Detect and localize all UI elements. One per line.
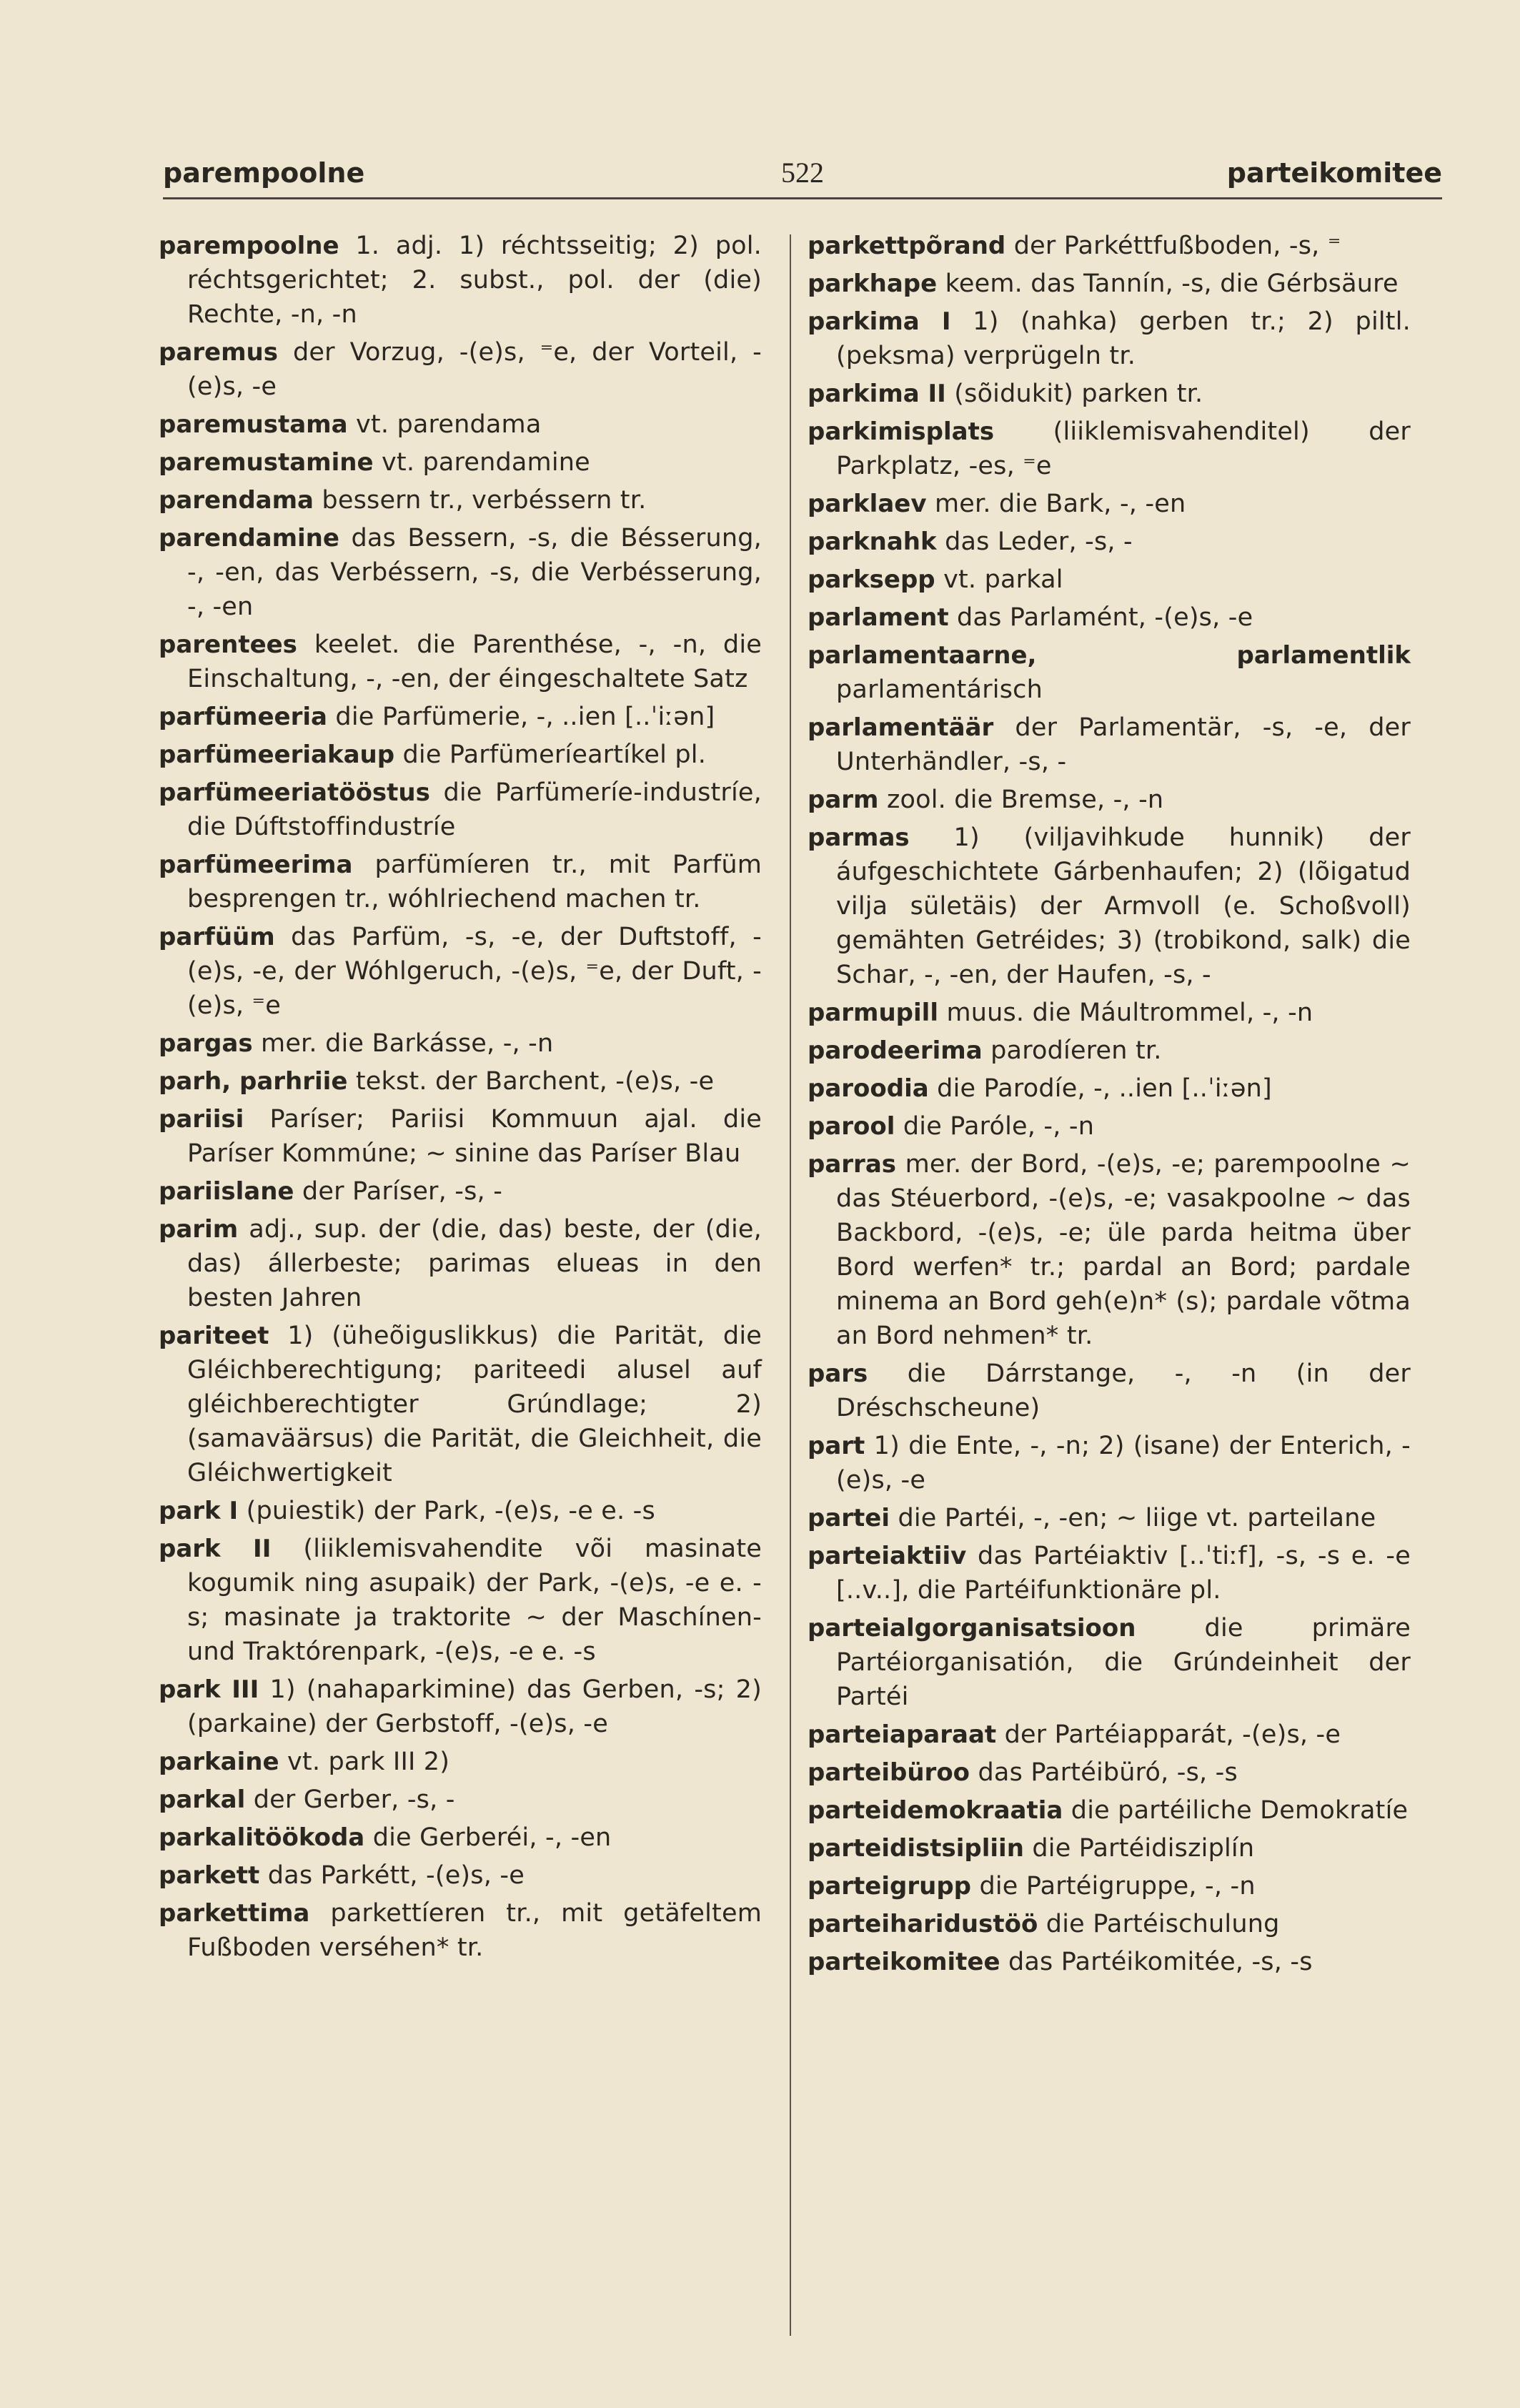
headword: pariislane	[159, 1177, 294, 1206]
definition: bessern tr., verbéssern tr.	[322, 486, 647, 515]
headword: parklaev	[808, 490, 927, 518]
headword: parknahk	[808, 527, 937, 556]
dictionary-entry	[159, 1532, 762, 1669]
dictionary-entry	[159, 229, 762, 332]
dictionary-entry	[808, 1945, 1411, 1979]
dictionary-entry	[159, 1026, 762, 1061]
headword: partei	[808, 1504, 890, 1532]
headword: parim	[159, 1215, 239, 1244]
definition: die Partéi, -, -en; ~ liige vt. parteilane	[898, 1504, 1376, 1532]
dictionary-entry	[808, 1109, 1411, 1144]
definition: die Gerberéi, -, -en	[372, 1823, 612, 1852]
definition: parodíeren tr.	[990, 1036, 1162, 1065]
definition: das Partéibüró, -s, -s	[978, 1758, 1238, 1787]
headword: parteibüroo	[808, 1758, 970, 1787]
headword: pariteet	[159, 1322, 269, 1350]
page-number: 522	[781, 157, 824, 189]
definition: das Parfüm, -s, -e, der Duftstoff, -(e)s, -e, der Wóhlgeruch, -(e)s, ⁼e, der Duft, -(e)s, ⁼e	[187, 923, 762, 1020]
dictionary-entry	[808, 1869, 1411, 1903]
dictionary-entry	[808, 1831, 1411, 1866]
dictionary-entry	[808, 821, 1411, 992]
headword: parkhape	[808, 269, 938, 298]
dictionary-entry	[159, 521, 762, 624]
definition: die Parodíe, -, ..ien [..ˈiːən]	[937, 1074, 1272, 1103]
headword: parkimisplats	[808, 417, 995, 446]
definition: (liiklemisvahenditel) der Parkplatz, -es, ⁼e	[836, 417, 1411, 480]
dictionary-entry	[808, 1755, 1411, 1790]
headword: parkalitöökoda	[159, 1823, 365, 1852]
definition: der Paríser, -s, -	[302, 1177, 503, 1206]
dictionary-entry	[808, 996, 1411, 1030]
definition: die Partéigruppe, -, -n	[979, 1872, 1256, 1901]
dictionary-entry	[808, 1034, 1411, 1068]
headword: parempoolne	[159, 232, 339, 260]
dictionary-entry	[159, 920, 762, 1023]
definition: der Parlamentär, -s, -e, der Unterhändler, -s, -	[836, 713, 1411, 776]
dictionary-entry	[159, 1174, 762, 1209]
dictionary-entry	[808, 229, 1411, 263]
headword: parteikomitee	[808, 1948, 1000, 1976]
dictionary-entry	[808, 1071, 1411, 1106]
definition: das Partéiaktiv [..ˈtiːf], -s, -s e. -e [..v..], die Partéifunktionäre pl.	[836, 1542, 1411, 1605]
dictionary-entry	[159, 1673, 762, 1741]
headword: parool	[808, 1112, 895, 1141]
header-left-guideword: parempoolne	[163, 157, 365, 189]
headword: parkaine	[159, 1748, 279, 1776]
headword: parlamentäär	[808, 713, 994, 742]
column-divider	[790, 234, 791, 2336]
headword: parteiharidustöö	[808, 1910, 1038, 1938]
headword: park II	[159, 1535, 272, 1563]
dictionary-entry	[159, 1858, 762, 1893]
dictionary-entry	[159, 1319, 762, 1490]
definition: das Partéikomitée, -s, -s	[1008, 1948, 1313, 1976]
definition: die partéiliche Demokratíe	[1071, 1796, 1409, 1825]
dictionary-entry	[159, 848, 762, 916]
dictionary-entry	[808, 525, 1411, 559]
dictionary-entry	[159, 335, 762, 404]
dictionary-entry	[159, 738, 762, 772]
definition: tekst. der Barchent, -(e)s, -e	[355, 1067, 715, 1096]
header-right-guideword: parteikomitee	[1226, 157, 1442, 189]
definition: (liiklemisvahendite või masinate kogumik ning asupaik) der Park, -(e)s, -e e. -s; masinate ja traktorite ~ der Maschínen- und Traktórenpark, -(e)s, -e e. -s	[187, 1535, 762, 1666]
dictionary-entry	[808, 487, 1411, 521]
headword: paremus	[159, 338, 278, 367]
definition: mer. die Barkásse, -, -n	[261, 1029, 554, 1058]
definition: zool. die Bremse, -, -n	[886, 786, 1164, 814]
header-rule	[163, 197, 1442, 199]
headword: parksepp	[808, 565, 935, 594]
dictionary-entry	[159, 407, 762, 442]
headword: parteialgorganisatsioon	[808, 1614, 1136, 1643]
definition: die Parfümeríeartíkel pl.	[402, 740, 707, 769]
definition: vt. parendama	[356, 410, 542, 439]
headword: pars	[808, 1359, 868, 1388]
headword: parteigrupp	[808, 1872, 972, 1901]
headword: part	[808, 1432, 865, 1460]
dictionary-entry	[159, 1064, 762, 1099]
definition: muus. die Máultrommel, -, -n	[946, 999, 1313, 1027]
dictionary-entry	[808, 1539, 1411, 1607]
headword: paremustamine	[159, 448, 374, 477]
definition: keelet. die Parenthése, -, -n, die Einschaltung, -, -en, der éingeschaltete Satz	[187, 630, 762, 693]
definition: keem. das Tannín, -s, die Gérbsäure	[945, 269, 1399, 298]
definition: das Leder, -s, -	[945, 527, 1133, 556]
dictionary-entry	[808, 1718, 1411, 1752]
headword: parmupill	[808, 999, 938, 1027]
definition: der Partéiapparát, -(e)s, -e	[1004, 1720, 1341, 1749]
dictionary-entry	[808, 267, 1411, 301]
definition: parfümíeren tr., mit Parfüm besprengen tr., wóhlriechend machen tr.	[187, 851, 762, 913]
definition: mer. der Bord, -(e)s, -e; parempoolne ~ das Stéuerbord, -(e)s, -e; vasakpoolne ~ das Backbord, -(e)s, -e; üle parda heitma über Bord werfen* tr.; pardal an Bord; pardale minema an Bord geh(e)n* (s); pardale võtma an Bord nehmen* tr.	[836, 1150, 1411, 1350]
definition: der Gerber, -s, -	[253, 1785, 455, 1814]
dictionary-entry	[159, 776, 762, 844]
dictionary-entry	[808, 1611, 1411, 1714]
headword: parh, parhriie	[159, 1067, 348, 1096]
headword: parras	[808, 1150, 896, 1179]
definition: 1) (nahaparkimine) das Gerben, -s; 2) (parkaine) der Gerbstoff, -(e)s, -e	[187, 1675, 762, 1738]
dictionary-entry	[159, 1896, 762, 1965]
dictionary-entry	[808, 377, 1411, 411]
headword: park III	[159, 1675, 259, 1704]
definition: (puiestik) der Park, -(e)s, -e e. -s	[246, 1497, 655, 1525]
dictionary-entry	[159, 445, 762, 480]
headword: parfüüm	[159, 923, 275, 951]
definition: 1) die Ente, -, -n; 2) (isane) der Enterich, -(e)s, -e	[836, 1432, 1411, 1495]
dictionary-entry	[808, 710, 1411, 779]
definition: das Parkétt, -(e)s, -e	[267, 1861, 525, 1890]
definition: adj., sup. der (die, das) beste, der (die, das) állerbeste; parimas elueas in den besten Jahren	[187, 1215, 762, 1312]
headword: parteiaktiiv	[808, 1542, 967, 1570]
definition: 1) (viljavihkude hunnik) der áufgeschichtete Gárbenhaufen; 2) (lõigatud vilja sületäis) der Armvoll (e. Schoßvoll) gemähten Getréides; 3) (trobikond, salk) die Schar, -, -en, der Haufen, -s, -	[836, 823, 1411, 989]
headword: pargas	[159, 1029, 253, 1058]
dictionary-entry	[159, 1494, 762, 1528]
dictionary-entry	[159, 1745, 762, 1779]
headword: parkettpõrand	[808, 232, 1006, 260]
dictionary-entry	[159, 1820, 762, 1855]
definition: 1) (nahka) gerben tr.; 2) piltl. (peksma) verprügeln tr.	[836, 307, 1411, 370]
dictionary-entry	[808, 783, 1411, 817]
dictionary-entry	[159, 700, 762, 734]
definition: 1) (üheõiguslikkus) die Parität, die Gléichberechtigung; pariteedi alusel auf gléichberechtigter Grúndlage; 2) (samaväärsus) die Parität, die Gleichheit, die Gléichwertigkeit	[187, 1322, 762, 1487]
dictionary-entry	[808, 563, 1411, 597]
headword: park I	[159, 1497, 239, 1525]
dictionary-entry	[159, 1783, 762, 1817]
headword: parmas	[808, 823, 910, 852]
definition: die Parfümeríe-industríe, die Dúftstoffindustríe	[187, 778, 762, 841]
dictionary-entry	[808, 1147, 1411, 1353]
definition: parlamentárisch	[836, 675, 1043, 704]
dictionary-entry	[808, 1793, 1411, 1828]
dictionary-entry	[159, 628, 762, 696]
headword: parteidistsipliin	[808, 1834, 1024, 1863]
definition: parkettíeren tr., mit getäfeltem Fußboden verséhen* tr.	[187, 1899, 763, 1962]
definition: mer. die Bark, -, -en	[934, 490, 1186, 518]
definition: die Dárrstange, -, -n (in der Dréschscheune)	[836, 1359, 1411, 1422]
dictionary-entry	[808, 1907, 1411, 1941]
headword: parfümeerima	[159, 851, 353, 879]
headword: parkima II	[808, 380, 946, 408]
definition: der Parkéttfußboden, -s, ⁼	[1013, 232, 1341, 260]
headword: parkettima	[159, 1899, 310, 1928]
headword: parm	[808, 786, 879, 814]
headword: parentees	[159, 630, 297, 659]
headword: parfümeeria	[159, 703, 327, 731]
right-column	[808, 229, 1411, 1983]
definition: die Paróle, -, -n	[903, 1112, 1095, 1141]
definition: die Partéischulung	[1045, 1910, 1280, 1938]
headword: parfümeeriatööstus	[159, 778, 430, 807]
dictionary-entry	[808, 415, 1411, 483]
left-column	[159, 229, 762, 1968]
headword: parendama	[159, 486, 314, 515]
definition: vt. parendamine	[381, 448, 590, 477]
headword: pariisi	[159, 1105, 244, 1134]
headword: paroodia	[808, 1074, 929, 1103]
dictionary-entry	[808, 1501, 1411, 1535]
headword: parfümeeriakaup	[159, 740, 395, 769]
dictionary-entry	[159, 1102, 762, 1171]
definition: vt. park III 2)	[287, 1748, 450, 1776]
definition: 1. adj. 1) réchtsseitig; 2) pol. réchtsgerichtet; 2. subst., pol. der (die) Rechte, -n, -n	[187, 232, 762, 329]
page-header	[163, 152, 1442, 194]
headword: paremustama	[159, 410, 348, 439]
definition: das Bessern, -s, die Bésserung, -, -en, das Verbéssern, -s, die Verbésserung, -, -en	[187, 524, 762, 621]
headword: parkett	[159, 1861, 260, 1890]
definition: die primäre Partéiorganisatión, die Grúndeinheit der Partéi	[836, 1614, 1411, 1711]
headword: parteidemokraatia	[808, 1796, 1063, 1825]
dictionary-entry	[808, 600, 1411, 635]
definition: Paríser; Pariisi Kommuun ajal. die Paríser Kommúne; ~ sinine das Paríser Blau	[187, 1105, 762, 1168]
dictionary-entry	[808, 304, 1411, 373]
dictionary-entry	[159, 1212, 762, 1315]
definition: (sõidukit) parken tr.	[954, 380, 1203, 408]
definition: die Partéidisziplín	[1032, 1834, 1255, 1863]
dictionary-entry	[808, 1357, 1411, 1425]
headword: parendamine	[159, 524, 339, 553]
headword: parodeerima	[808, 1036, 983, 1065]
headword: parkal	[159, 1785, 246, 1814]
headword: parteiaparaat	[808, 1720, 997, 1749]
definition: das Parlamént, -(e)s, -e	[957, 603, 1253, 632]
headword: parkima I	[808, 307, 951, 336]
dictionary-entry	[808, 1429, 1411, 1497]
headword: parlament	[808, 603, 949, 632]
definition: vt. parkal	[943, 565, 1063, 594]
dictionary-entry	[159, 483, 762, 517]
definition: der Vorzug, -(e)s, ⁼e, der Vorteil, -(e)s, -e	[187, 338, 762, 401]
definition: die Parfümerie, -, ..ien [..ˈiːən]	[335, 703, 715, 731]
dictionary-entry	[808, 638, 1411, 707]
headword: parlamentaarne, parlamentlik	[808, 641, 1411, 670]
